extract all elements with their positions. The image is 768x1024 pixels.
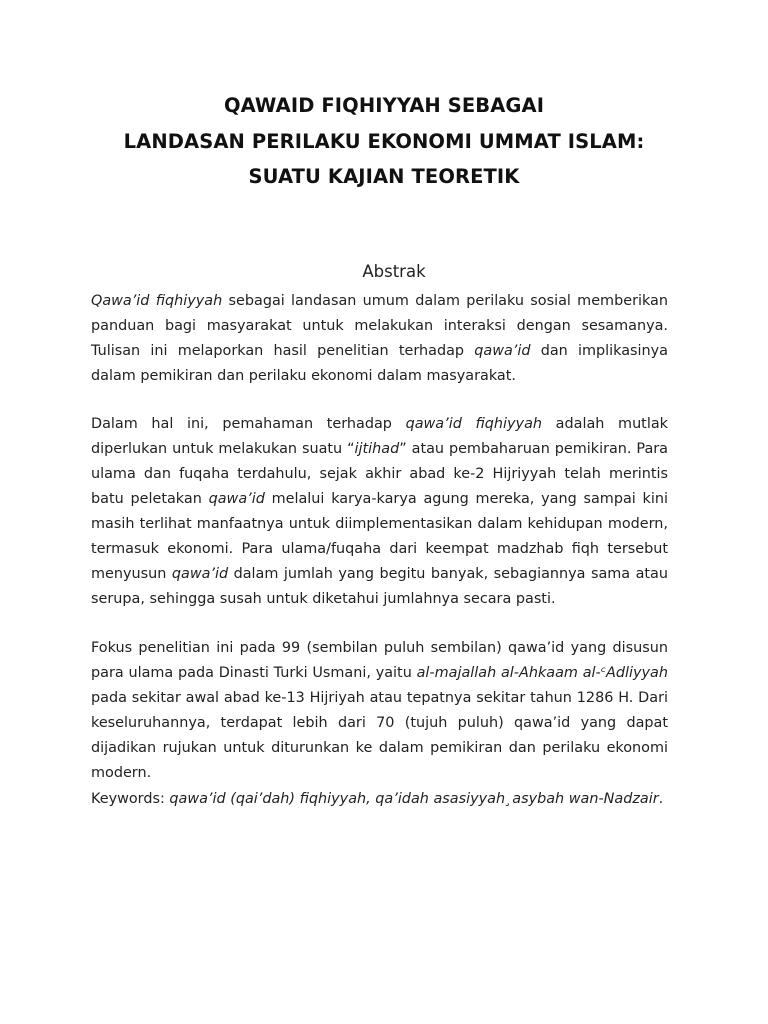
keywords-text: qawa’id (qai’dah) fiqhiyyah, qa’idah asasiyyah¸asybah wan-Nadzair bbox=[169, 791, 659, 807]
title-line-2: LANDASAN PERILAKU EKONOMI UMMAT ISLAM: bbox=[123, 129, 645, 153]
p1-text-2: sebagai landasan umum dalam perilaku sosial memberikan panduan bagi masyarakat untuk melakukan interaksi dengan sesamanya. Tulisan ini melaporkan hasil penelitian terhadap bbox=[91, 293, 668, 359]
keywords-line bbox=[91, 787, 668, 812]
p3-italic-2: al-majallah al-Ahkaam al-ᶜAdliyyah bbox=[416, 665, 668, 681]
p2-italic-4: ijtihad bbox=[354, 441, 400, 457]
p2-italic-6: qawa’id bbox=[208, 491, 265, 507]
p3-text-3: pada sekitar awal abad ke-13 Hijriyah atau tepatnya sekitar tahun 1286 H. Dari keseluruhannya, terdapat lebih dari 70 (tujuh puluh) qawa’id yang dapat dijadikan rujukan untuk diturunkan ke dalam pemikiran dan perilaku ekonomi modern. bbox=[91, 690, 668, 781]
p2-italic-2: qawa’id fiqhiyyah bbox=[405, 416, 543, 432]
p2-text-5: ” atau pembaharuan pemikiran. Para ulama dan fuqaha terdahulu, sejak akhir abad ke-2 Hijriyyah telah merintis batu peletakan bbox=[91, 441, 668, 507]
paper-title bbox=[0, 88, 768, 195]
p2-text-9: dalam jumlah yang begitu banyak, sebagiannya sama atau serupa, sehingga susah untuk diketahui jumlahnya secara pasti. bbox=[91, 566, 668, 607]
abstract-paragraph-2 bbox=[91, 412, 668, 612]
abstract-heading: Abstrak bbox=[362, 262, 426, 281]
abstract-paragraph-1 bbox=[91, 289, 668, 389]
keywords-label: Keywords: bbox=[91, 791, 170, 807]
p2-text-1: Dalam hal ini, pemahaman terhadap bbox=[91, 416, 406, 432]
p2-text-3: adalah mutlak diperlukan untuk melakukan suatu “ bbox=[91, 416, 668, 457]
p1-text-4: dan implikasinya dalam pemikiran dan perilaku ekonomi dalam masyarakat. bbox=[91, 343, 668, 384]
p1-italic-3: qawa’id bbox=[474, 343, 531, 359]
title-line-1: QAWAID FIQHIYYAH SEBAGAI bbox=[223, 94, 545, 117]
abstract-paragraph-3 bbox=[91, 636, 668, 786]
keywords-end: . bbox=[658, 791, 664, 807]
p2-text-7: melalui karya-karya agung mereka, yang sampai kini masih terlihat manfaatnya untuk diimplementasikan dalam kehidupan modern, termasuk ekonomi. Para ulama/fuqaha dari keempat madzhab fiqh tersebut menyusun bbox=[91, 491, 669, 582]
title-line-3: SUATU KAJIAN TEORETIK bbox=[248, 165, 520, 188]
p2-italic-8: qawa’id bbox=[171, 566, 229, 582]
p3-text-1: Fokus penelitian ini pada 99 (sembilan puluh sembilan) qawa’id yang disusun para ulama pada Dinasti Turki Usmani, yaitu bbox=[91, 640, 668, 681]
p1-italic-1: Qawa’id fiqhiyyah bbox=[91, 293, 223, 309]
